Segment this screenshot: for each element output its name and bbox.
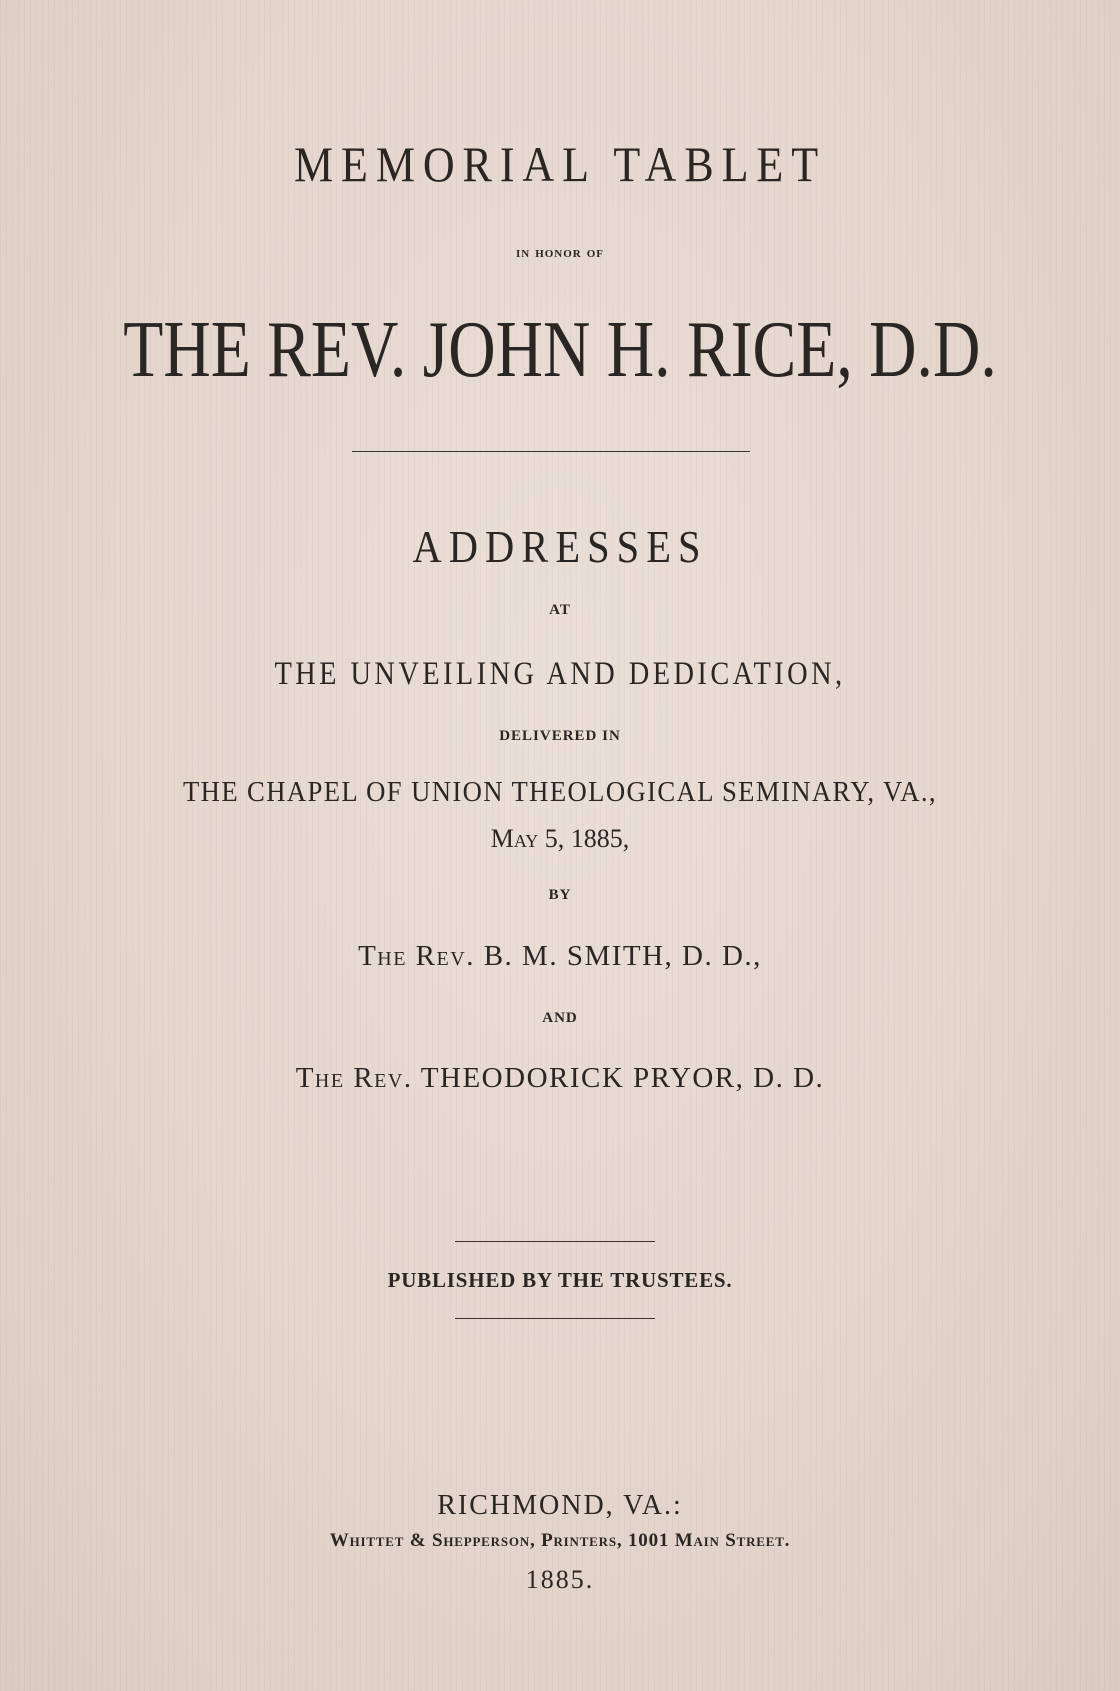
imprint-year: 1885. <box>525 1565 595 1594</box>
subject-name-heading: THE REV. JOHN H. RICE, D.D. <box>123 306 997 394</box>
divider-rule-top <box>455 1241 655 1242</box>
delivered-in-text: DELIVERED IN <box>499 728 621 744</box>
divider-rule <box>352 451 750 452</box>
at-text: AT <box>549 602 571 618</box>
speaker-smith: The Rev. B. M. SMITH, D. D., <box>358 940 762 972</box>
occasion-text: THE UNVEILING AND DEDICATION, <box>274 656 846 692</box>
published-by-text: PUBLISHED BY THE TRUSTEES. <box>387 1268 733 1292</box>
in-honor-of-text: in honor of <box>515 244 605 261</box>
speaker-pryor: The Rev. THEODORICK PRYOR, D. D. <box>295 1062 825 1094</box>
place-text: THE CHAPEL OF UNION THEOLOGICAL SEMINARY, VA., <box>183 776 937 808</box>
imprint-city: RICHMOND, VA.: <box>437 1490 683 1521</box>
addresses-heading: ADDRESSES <box>412 521 708 572</box>
date-text: May 5, 1885, <box>490 824 630 853</box>
and-text: AND <box>542 1010 578 1026</box>
by-text: BY <box>548 887 572 903</box>
imprint-printers: Whittet & Shepperson, Printers, 1001 Main Street. <box>329 1530 791 1551</box>
memorial-tablet-heading: MEMORIAL TABLET <box>293 136 827 192</box>
divider-rule-bottom <box>455 1318 655 1319</box>
